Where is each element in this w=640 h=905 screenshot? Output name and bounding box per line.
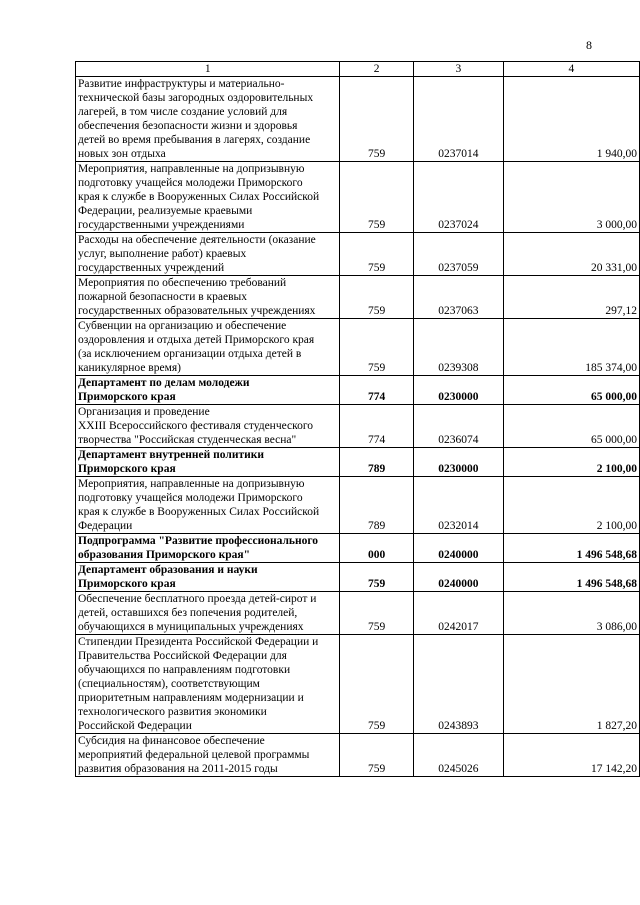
row-description: Мероприятия, направленные на допризывную подготовку учащейся молодежи Приморского края к службе в Вооруженных Силах Российской Федерации [76, 477, 340, 534]
row-code: 759 [340, 319, 414, 376]
row-code: 759 [340, 592, 414, 635]
table-row [76, 477, 640, 534]
row-code: 789 [340, 477, 414, 534]
table-row [76, 276, 640, 319]
column-header: 4 [503, 62, 639, 77]
row-article: 0230000 [413, 448, 503, 477]
row-amount: 1 940,00 [503, 77, 639, 162]
row-article: 0243893 [413, 635, 503, 734]
table-row [76, 635, 640, 734]
row-article: 0240000 [413, 563, 503, 592]
row-description: Обеспечение бесплатного проезда детей-сирот и детей, оставшихся без попечения родителей, обучающихся в муниципальных учреждениях [76, 592, 340, 635]
row-description: Подпрограмма "Развитие профессионального образования Приморского края" [76, 534, 340, 563]
row-amount: 65 000,00 [503, 376, 639, 405]
column-header: 2 [340, 62, 414, 77]
table-row [76, 563, 640, 592]
row-amount: 2 100,00 [503, 477, 639, 534]
row-description: Департамент образования и науки Приморского края [76, 563, 340, 592]
table-row [76, 233, 640, 276]
row-code: 759 [340, 563, 414, 592]
row-description: Департамент по делам молодежи Приморского края [76, 376, 340, 405]
row-code: 759 [340, 734, 414, 777]
row-code: 759 [340, 77, 414, 162]
row-description: Организация и проведение XXIII Всероссийского фестиваля студенческого творчества "Российская студенческая весна" [76, 405, 340, 448]
table-row [76, 448, 640, 477]
row-article: 0237063 [413, 276, 503, 319]
row-article: 0239308 [413, 319, 503, 376]
row-amount: 1 827,20 [503, 635, 639, 734]
row-description: Департамент внутренней политики Приморского края [76, 448, 340, 477]
row-code: 774 [340, 376, 414, 405]
table-row [76, 534, 640, 563]
row-description: Мероприятия по обеспечению требований пожарной безопасности в краевых государственных образовательных учреждениях [76, 276, 340, 319]
table-header-row [76, 62, 640, 77]
table-row [76, 77, 640, 162]
table-row [76, 162, 640, 233]
row-amount: 17 142,20 [503, 734, 639, 777]
row-description: Субсидия на финансовое обеспечение мероприятий федеральной целевой программы развития образования на 2011-2015 годы [76, 734, 340, 777]
row-amount: 3 000,00 [503, 162, 639, 233]
row-code: 000 [340, 534, 414, 563]
row-amount: 65 000,00 [503, 405, 639, 448]
row-amount: 20 331,00 [503, 233, 639, 276]
row-amount: 2 100,00 [503, 448, 639, 477]
table-row [76, 405, 640, 448]
row-code: 789 [340, 448, 414, 477]
row-code: 759 [340, 162, 414, 233]
row-amount: 1 496 548,68 [503, 534, 639, 563]
row-description: Мероприятия, направленные на допризывную подготовку учащейся молодежи Приморского края к службе в Вооруженных Силах Российской Федерации, реализуемые краевыми государственными учреждениями [76, 162, 340, 233]
table-row [76, 319, 640, 376]
row-article: 0240000 [413, 534, 503, 563]
row-article: 0237014 [413, 77, 503, 162]
column-header: 3 [413, 62, 503, 77]
row-amount: 1 496 548,68 [503, 563, 639, 592]
row-code: 759 [340, 233, 414, 276]
row-description: Стипендии Президента Российской Федерации и Правительства Российской Федерации для обучающихся по направлениям подготовки (специальностям), соответствующим приоритетным направлениям модернизации и технологического развития экономики Российской Федерации [76, 635, 340, 734]
row-amount: 3 086,00 [503, 592, 639, 635]
row-amount: 185 374,00 [503, 319, 639, 376]
table-row [76, 376, 640, 405]
row-article: 0236074 [413, 405, 503, 448]
table-row [76, 734, 640, 777]
row-code: 759 [340, 276, 414, 319]
row-description: Субвенции на организацию и обеспечение оздоровления и отдыха детей Приморского края (за исключением организации отдыха детей в каникулярное время) [76, 319, 340, 376]
row-description: Расходы на обеспечение деятельности (оказание услуг, выполнение работ) краевых государственных учреждений [76, 233, 340, 276]
table-row [76, 592, 640, 635]
row-code: 759 [340, 635, 414, 734]
row-article: 0232014 [413, 477, 503, 534]
row-article: 0230000 [413, 376, 503, 405]
budget-table [75, 61, 640, 777]
row-description: Развитие инфраструктуры и материально- технической базы загородных оздоровительных лагерей, в том числе создание условий для обеспечения безопасности жизни и здоровья детей во время пребывания в лагерях, создание новых зон отдыха [76, 77, 340, 162]
row-amount: 297,12 [503, 276, 639, 319]
row-article: 0237059 [413, 233, 503, 276]
row-code: 774 [340, 405, 414, 448]
page-number: 8 [586, 38, 592, 52]
row-article: 0237024 [413, 162, 503, 233]
column-header: 1 [76, 62, 340, 77]
row-article: 0242017 [413, 592, 503, 635]
row-article: 0245026 [413, 734, 503, 777]
